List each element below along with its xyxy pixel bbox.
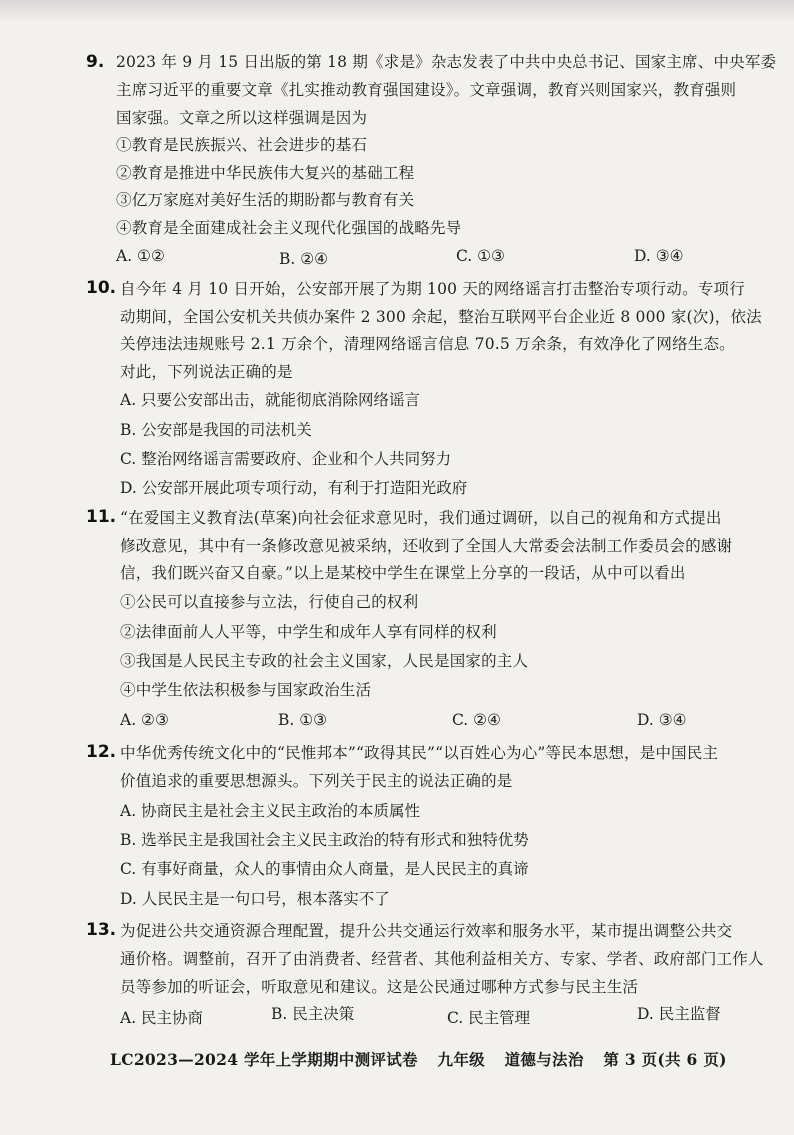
option-a[interactable]: A. ①② — [116, 247, 165, 265]
statement: ④中学生依法积极参与国家政治生活 — [120, 681, 372, 699]
question-number: 11. — [86, 507, 117, 527]
statement: ①公民可以直接参与立法，行使自己的权利 — [120, 593, 419, 611]
exam-title: LC2023—2024 学年上学期期中测评试卷 — [110, 1050, 418, 1069]
option-b[interactable]: B. ①③ — [278, 711, 328, 729]
option-c[interactable]: C. ①③ — [456, 247, 505, 265]
option-d[interactable]: D. 民主监督 — [637, 1005, 721, 1023]
option-b[interactable]: B. 民主决策 — [271, 1005, 355, 1023]
statement: ②法律面前人人平等，中学生和成年人享有同样的权利 — [120, 623, 497, 641]
option-b[interactable]: B. ②④ — [279, 250, 329, 268]
question-stem-line: 自今年 4 月 10 日开始，公安部开展了为期 100 天的网络谣言打击整治专项行动。专项行 — [120, 280, 745, 298]
subject-label: 道德与法治 — [504, 1050, 584, 1069]
option-a[interactable]: A. 民主协商 — [120, 1009, 204, 1027]
statement: ④教育是全面建成社会主义现代化强国的战略先导 — [116, 219, 462, 237]
question-number: 13. — [86, 920, 117, 940]
option-d[interactable]: D. 公安部开展此项专项行动，有利于打造阳光政府 — [120, 479, 468, 497]
question-stem-line: 2023 年 9 月 15 日出版的第 18 期《求是》杂志发表了中共中央总书记、国家主席、中央军委 — [116, 53, 777, 71]
question-number: 10. — [86, 278, 117, 298]
question-number: 9. — [86, 52, 105, 72]
question-stem-line: 为促进公共交通资源合理配置，提升公共交通运行效率和服务水平，某市提出调整公共交 — [120, 922, 733, 940]
question-stem-line: “在爱国主义教育法(草案)向社会征求意见时，我们通过调研，以自己的视角和方式提出 — [120, 509, 722, 527]
option-c[interactable]: C. ②④ — [452, 711, 501, 729]
question-stem-line: 动期间，全国公安机关共侦办案件 2 300 余起，整治互联网平台企业近 8 000 家(次)，依法 — [120, 308, 762, 326]
question-number: 12. — [86, 742, 117, 762]
option-a[interactable]: A. 只要公安部出击，就能彻底消除网络谣言 — [120, 391, 421, 409]
option-b[interactable]: B. 选举民主是我国社会主义民主政治的特有形式和独特优势 — [120, 831, 529, 849]
question-stem-line: 中华优秀传统文化中的“民惟邦本”“政得其民”“以百姓心为心”等民本思想，是中国民主 — [120, 744, 719, 762]
statement: ②教育是推进中华民族伟大复兴的基础工程 — [116, 164, 415, 182]
grade-label: 九年级 — [437, 1050, 485, 1069]
option-d[interactable]: D. ③④ — [634, 247, 684, 265]
page-footer — [110, 1048, 741, 1070]
statement: ①教育是民族振兴、社会进步的基石 — [116, 136, 368, 154]
option-a[interactable]: A. ②③ — [120, 711, 169, 729]
option-c[interactable]: C. 民主管理 — [447, 1009, 531, 1027]
question-stem-line: 关停违法违规账号 2.1 万余个，清理网络谣言信息 70.5 万余条，有效净化了网络生态。 — [120, 335, 735, 353]
question-stem-line: 价值追求的重要思想源头。下列关于民主的说法正确的是 — [120, 772, 513, 790]
option-c[interactable]: C. 有事好商量，众人的事情由众人商量，是人民民主的真谛 — [120, 860, 529, 878]
question-stem-line: 信，我们既兴奋又自豪。”以上是某校中学生在课堂上分享的一段话，从中可以看出 — [120, 564, 686, 582]
question-stem-line: 通价格。调整前，召开了由消费者、经营者、其他利益相关方、专家、学者、政府部门工作人 — [120, 950, 764, 968]
question-stem-line: 员等参加的听证会，听取意见和建议。这是公民通过哪种方式参与民主生活 — [120, 978, 639, 996]
question-stem-line: 修改意见，其中有一条修改意见被采纳，还收到了全国人大常委会法制工作委员会的感谢 — [120, 537, 733, 555]
scan-edge-shadow — [0, 0, 794, 22]
page-number: 第 3 页(共 6 页) — [603, 1050, 727, 1069]
statement: ③我国是人民民主专政的社会主义国家，人民是国家的主人 — [120, 652, 529, 670]
question-stem-line: 国家强。文章之所以这样强调是因为 — [116, 109, 368, 127]
option-b[interactable]: B. 公安部是我国的司法机关 — [120, 421, 312, 439]
option-d[interactable]: D. 人民民主是一句口号，根本落实不了 — [120, 890, 390, 908]
option-a[interactable]: A. 协商民主是社会主义民主政治的本质属性 — [120, 802, 421, 820]
option-d[interactable]: D. ③④ — [637, 711, 687, 729]
question-stem-line: 主席习近平的重要文章《扎实推动教育强国建设》。文章强调，教育兴则国家兴，教育强则 — [116, 81, 737, 99]
question-stem-line: 对此，下列说法正确的是 — [120, 363, 293, 381]
option-c[interactable]: C. 整治网络谣言需要政府、企业和个人共同努力 — [120, 450, 452, 468]
statement: ③亿万家庭对美好生活的期盼都与教育有关 — [116, 191, 415, 209]
